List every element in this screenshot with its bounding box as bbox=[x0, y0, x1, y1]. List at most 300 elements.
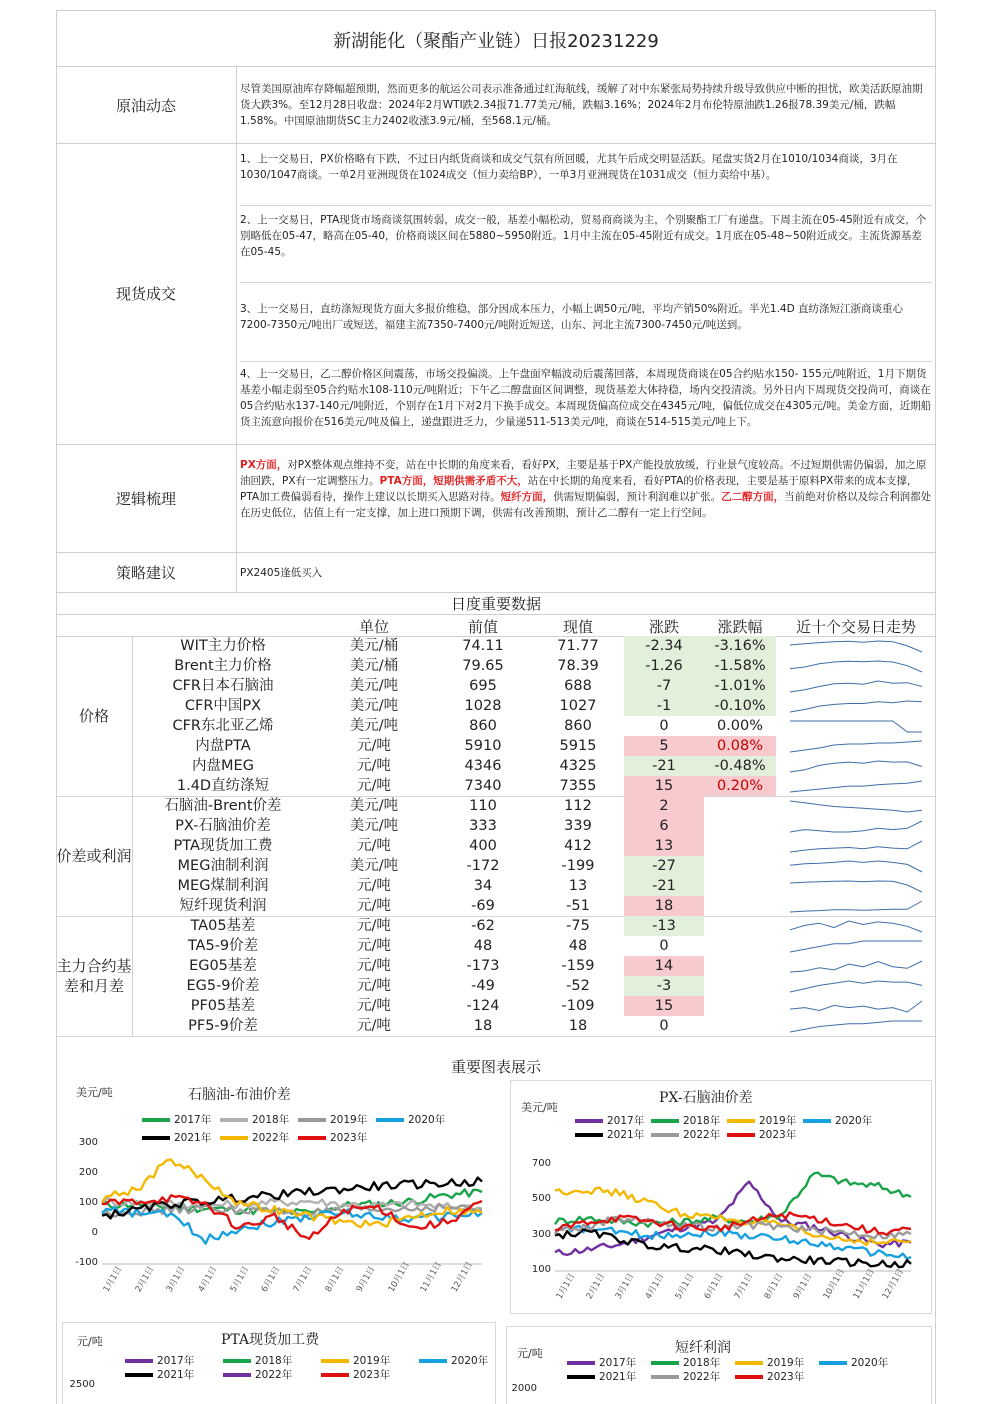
y-tick-label: 200 bbox=[78, 1167, 98, 1178]
x-tick-label: 4月1日 bbox=[196, 1264, 220, 1294]
cell-pct bbox=[704, 876, 776, 896]
cell-chg: -27 bbox=[624, 856, 704, 876]
cell-chg: 0 bbox=[659, 718, 669, 734]
cell-pct: -3.16% bbox=[704, 636, 776, 656]
sparkline-path bbox=[790, 1021, 922, 1032]
cell-chg: -1 bbox=[624, 696, 704, 716]
cell-cur: 412 bbox=[564, 838, 592, 854]
sparkline-path bbox=[790, 981, 922, 992]
sparkline-path bbox=[790, 921, 922, 932]
cell-name: PX-石脑油价差 bbox=[175, 818, 271, 834]
sparkline bbox=[786, 957, 926, 975]
sparkline bbox=[786, 637, 926, 655]
cell-chg: 15 bbox=[624, 776, 704, 796]
cell-pct bbox=[704, 856, 776, 876]
cell-chg: 5 bbox=[624, 736, 704, 756]
cell-pct bbox=[704, 896, 776, 916]
legend-swatch bbox=[321, 1359, 349, 1363]
cell-prev: 860 bbox=[469, 718, 497, 734]
daily-data-table bbox=[56, 594, 936, 1038]
sparkline bbox=[786, 997, 926, 1015]
cell-cur: 48 bbox=[568, 938, 588, 954]
sparkline-path bbox=[790, 1001, 922, 1012]
legend-label: 2023年 bbox=[767, 1371, 805, 1383]
cell-chg: -21 bbox=[624, 756, 704, 776]
cell-prev: -49 bbox=[471, 978, 495, 994]
legend-item bbox=[298, 1130, 367, 1145]
cell-chg: 0 bbox=[659, 938, 669, 954]
y-tick-label: 100 bbox=[78, 1197, 98, 1208]
cell-name: CFR东北亚乙烯 bbox=[172, 718, 274, 734]
cell-pct bbox=[704, 916, 776, 936]
cell-name: 内盘PTA bbox=[195, 738, 251, 754]
cell-chg: -21 bbox=[624, 876, 704, 896]
sparkline bbox=[786, 677, 926, 695]
legend-item bbox=[142, 1130, 211, 1145]
cell-cur: 18 bbox=[568, 1018, 588, 1034]
x-tick-label: 11月1日 bbox=[418, 1260, 444, 1294]
legend-item bbox=[298, 1112, 367, 1127]
x-tick-label: 9月1日 bbox=[792, 1271, 815, 1301]
group-label-price: 价格 bbox=[56, 636, 133, 797]
cell-chg: 0 bbox=[659, 1018, 669, 1034]
sparkline bbox=[786, 757, 926, 775]
chart-naphtha-brent bbox=[64, 1076, 496, 1316]
cell-name: TA05基差 bbox=[190, 918, 256, 934]
cell-unit: 元/吨 bbox=[357, 898, 391, 914]
legend-item bbox=[575, 1113, 644, 1128]
cell-prev: 7340 bbox=[464, 778, 502, 794]
cell-chg: 15 bbox=[624, 996, 704, 1016]
cell-unit: 美元/吨 bbox=[349, 718, 399, 734]
legend-swatch bbox=[321, 1373, 349, 1377]
cell-prev: 5910 bbox=[464, 738, 502, 754]
sparkline bbox=[786, 937, 926, 955]
cell-cur: 4325 bbox=[559, 758, 597, 774]
legend-swatch bbox=[735, 1375, 763, 1379]
cell-unit: 元/吨 bbox=[357, 998, 391, 1014]
legend-label: 2020年 bbox=[451, 1355, 489, 1367]
legend-item bbox=[376, 1112, 445, 1127]
cell-name: CFR日本石脑油 bbox=[172, 678, 274, 694]
section-crude bbox=[56, 67, 936, 144]
y-tick-label: 300 bbox=[78, 1137, 98, 1148]
sparkline-path bbox=[790, 841, 922, 852]
sparkline-path bbox=[790, 961, 922, 972]
legend-item bbox=[727, 1113, 796, 1128]
sparkline bbox=[786, 837, 926, 855]
report-title: 新湖能化（聚酯产业链）日报20231229 bbox=[56, 14, 936, 67]
x-tick-label: 2月1日 bbox=[584, 1271, 607, 1301]
x-tick-label: 9月1日 bbox=[355, 1264, 378, 1294]
y-tick-label: 2500 bbox=[69, 1379, 95, 1390]
legend-item bbox=[223, 1353, 292, 1368]
cell-unit: 元/吨 bbox=[357, 918, 391, 934]
cell-pct bbox=[704, 976, 776, 996]
cell-prev: -62 bbox=[471, 918, 495, 934]
legend-swatch bbox=[567, 1361, 595, 1365]
cell-unit: 美元/吨 bbox=[349, 818, 399, 834]
logic-eg-text: 当前绝对价格以及综合利润都处在历史低位，估值上有一定支撑，加上进口预期下调，供需有改善预期，预计乙二醇有一定上行空间。 bbox=[240, 491, 932, 519]
logic-pta-tag: PTA方面，短期供需矛盾不大， bbox=[379, 475, 528, 487]
cell-prev: -173 bbox=[466, 958, 500, 974]
x-tick-label: 5月1日 bbox=[228, 1264, 251, 1294]
x-tick-label: 1月1日 bbox=[101, 1264, 125, 1294]
cell-chg: 2 bbox=[624, 796, 704, 816]
legend-item bbox=[220, 1130, 289, 1145]
col-header-trend: 近十个交易日走势 bbox=[795, 618, 916, 636]
cell-prev: -69 bbox=[471, 898, 495, 914]
legend-swatch bbox=[298, 1136, 326, 1140]
cell-name: 短纤现货利润 bbox=[179, 898, 267, 914]
legend-item bbox=[651, 1127, 720, 1142]
cell-prev: 34 bbox=[473, 878, 493, 894]
cell-pct bbox=[704, 836, 776, 856]
legend-swatch bbox=[125, 1359, 153, 1363]
legend-item bbox=[321, 1353, 390, 1368]
cell-chg: -1.26 bbox=[624, 656, 704, 676]
cell-pct bbox=[704, 956, 776, 976]
x-tick-label: 11月1日 bbox=[851, 1267, 877, 1301]
section-logic bbox=[56, 444, 936, 553]
cell-prev: 1028 bbox=[464, 698, 502, 714]
legend-swatch bbox=[142, 1118, 170, 1122]
cell-unit: 美元/桶 bbox=[349, 658, 399, 674]
cell-cur: -51 bbox=[566, 898, 590, 914]
cell-chg: -3 bbox=[624, 976, 704, 996]
legend-swatch bbox=[727, 1133, 755, 1137]
legend-item bbox=[223, 1367, 292, 1382]
cell-cur: -75 bbox=[566, 918, 590, 934]
spot-para-4: 4、上一交易日，乙二醇价格区间震荡，市场交投偏淡。上午盘面窄幅波动后震荡回落，本周现货商谈在05合约贴水150- 155元/吨附近，1月下期货基差小幅走弱至05合约贴水108-110元/吨附近；下午乙二醇盘面区间调整，现货基差大体持稳，场内交投清淡。另外日内下周现货交投尚可，商谈在05合约贴水137-140元/吨附近，个别存在1月下对2月下换手成交。本周现货偏高位成交在4345元/吨，偏低位成交在4305元/吨。美金方面，近期船货主流意向报价在516美元/吨及偏上，递盘跟进乏力，少量递511-513美元/吨，商谈在514-515美元/吨上下。 bbox=[240, 368, 932, 428]
cell-chg: 13 bbox=[624, 836, 704, 856]
legend-label: 2017年 bbox=[599, 1357, 637, 1369]
chart-title: 石脑油-布油价差 bbox=[188, 1087, 291, 1103]
cell-pct bbox=[704, 816, 776, 836]
cell-chg: 14 bbox=[624, 956, 704, 976]
cell-unit: 元/吨 bbox=[357, 938, 391, 954]
legend-swatch bbox=[142, 1136, 170, 1140]
logic-text bbox=[240, 457, 932, 521]
cell-cur: -52 bbox=[566, 978, 590, 994]
cell-pct bbox=[704, 796, 776, 816]
legend-label: 2021年 bbox=[599, 1371, 637, 1383]
cell-chg: -2.34 bbox=[624, 636, 704, 656]
cell-pct bbox=[704, 936, 776, 956]
section-label-spot: 现货成交 bbox=[56, 143, 237, 444]
x-tick-label: 6月1日 bbox=[703, 1271, 726, 1301]
x-tick-label: 2月1日 bbox=[133, 1264, 156, 1294]
legend-label: 2023年 bbox=[759, 1129, 797, 1141]
col-header-current: 现值 bbox=[562, 618, 593, 636]
logic-px-text: 对PX整体观点维持不变，站在中长期的角度来看，看好PX，主要是基于PX产能投放放缓，行业景气度较高。不过短期供需仍偏弱，加之原油回跌，PX有一定调整压力。 bbox=[240, 459, 927, 487]
cell-name: CFR中国PX bbox=[184, 698, 262, 714]
sparkline bbox=[786, 697, 926, 715]
legend-item bbox=[735, 1369, 804, 1384]
legend-label: 2018年 bbox=[683, 1357, 721, 1369]
sparkline-path bbox=[790, 901, 922, 912]
legend-item bbox=[419, 1353, 488, 1368]
x-tick-label: 12月1日 bbox=[450, 1260, 476, 1294]
cell-cur: 688 bbox=[564, 678, 592, 694]
table-title: 日度重要数据 bbox=[450, 595, 541, 613]
sparkline-path bbox=[790, 861, 922, 872]
col-header-prev: 前值 bbox=[467, 618, 498, 636]
legend-swatch bbox=[735, 1361, 763, 1365]
cell-name: PTA现货加工费 bbox=[173, 838, 273, 854]
y-tick-label: 0 bbox=[91, 1227, 98, 1238]
section-label-crude: 原油动态 bbox=[56, 67, 237, 143]
chart-unit: 元/吨 bbox=[517, 1347, 543, 1360]
x-tick-label: 6月1日 bbox=[260, 1264, 283, 1294]
logic-pf-tag: 短纤方面， bbox=[500, 491, 554, 503]
cell-name: PF05基差 bbox=[190, 998, 256, 1014]
logic-pta-text: 站在中长期的角度来看，看好PTA的价格表现，主要是基于原料PX带来的成本支撑，PTA加工费偏弱看待，操作上建议以长期买入思路对待。 bbox=[240, 475, 918, 503]
legend-item bbox=[567, 1369, 636, 1384]
cell-unit: 美元/吨 bbox=[349, 698, 399, 714]
charts-section-title: 重要图表展示 bbox=[450, 1058, 541, 1076]
sparkline bbox=[786, 717, 926, 735]
legend-swatch bbox=[220, 1118, 248, 1122]
chart-title: PX-石脑油价差 bbox=[659, 1090, 753, 1106]
cell-pct bbox=[704, 996, 776, 1016]
legend-item bbox=[727, 1127, 796, 1142]
col-header-unit: 单位 bbox=[358, 618, 389, 636]
cell-cur: 78.39 bbox=[557, 658, 599, 674]
y-tick-label: 100 bbox=[531, 1264, 551, 1275]
sparkline bbox=[786, 797, 926, 815]
legend-swatch bbox=[376, 1118, 404, 1122]
legend-swatch bbox=[819, 1361, 847, 1365]
legend-label: 2023年 bbox=[353, 1369, 391, 1381]
legend-item bbox=[651, 1355, 720, 1370]
legend-label: 2020年 bbox=[408, 1114, 446, 1126]
x-tick-label: 3月1日 bbox=[614, 1271, 637, 1301]
sparkline bbox=[786, 917, 926, 935]
legend-label: 2017年 bbox=[157, 1355, 195, 1367]
cell-cur: 7355 bbox=[559, 778, 597, 794]
sparkline bbox=[786, 777, 926, 795]
chart-plot-area bbox=[555, 1165, 911, 1271]
x-tick-label: 5月1日 bbox=[673, 1271, 696, 1301]
sparkline-path bbox=[790, 661, 922, 672]
x-tick-label: 12月1日 bbox=[881, 1267, 907, 1301]
x-tick-label: 8月1日 bbox=[323, 1264, 346, 1294]
legend-swatch bbox=[651, 1375, 679, 1379]
legend-swatch bbox=[419, 1359, 447, 1363]
legend-label: 2022年 bbox=[252, 1132, 290, 1144]
legend-swatch bbox=[651, 1119, 679, 1123]
legend-label: 2019年 bbox=[767, 1357, 805, 1369]
legend-label: 2020年 bbox=[851, 1357, 889, 1369]
cell-name: MEG油制利润 bbox=[177, 858, 269, 874]
series-line-2023年 bbox=[555, 1212, 911, 1234]
sparkline-path bbox=[790, 681, 922, 692]
legend-item bbox=[321, 1367, 390, 1382]
x-tick-label: 10月1日 bbox=[386, 1260, 413, 1294]
legend-label: 2022年 bbox=[255, 1369, 293, 1381]
cell-unit: 美元/桶 bbox=[349, 638, 399, 654]
sparkline bbox=[786, 857, 926, 875]
cell-name: MEG煤制利润 bbox=[177, 878, 269, 894]
legend-swatch bbox=[651, 1133, 679, 1137]
cell-prev: 74.11 bbox=[462, 638, 504, 654]
cell-pct: -1.01% bbox=[704, 676, 776, 696]
cell-unit: 美元/吨 bbox=[349, 798, 399, 814]
sparkline bbox=[786, 737, 926, 755]
legend-label: 2023年 bbox=[330, 1132, 368, 1144]
group-label-spread: 价差或利润 bbox=[56, 796, 133, 917]
x-tick-label: 7月1日 bbox=[291, 1264, 315, 1294]
cell-prev: 400 bbox=[469, 838, 497, 854]
cell-cur: -109 bbox=[561, 998, 595, 1014]
legend-label: 2020年 bbox=[835, 1115, 873, 1127]
legend-label: 2018年 bbox=[683, 1115, 721, 1127]
x-tick-label: 8月1日 bbox=[762, 1271, 785, 1301]
chart-psf-profit bbox=[506, 1326, 932, 1404]
cell-cur: 112 bbox=[564, 798, 592, 814]
sparkline bbox=[786, 897, 926, 915]
strategy-text: PX2405逢低买入 bbox=[240, 567, 323, 579]
sparkline bbox=[786, 1017, 926, 1035]
x-tick-label: 3月1日 bbox=[165, 1264, 188, 1294]
sparkline-path bbox=[790, 741, 922, 752]
y-tick-label: 2000 bbox=[511, 1383, 537, 1394]
cell-cur: -199 bbox=[561, 858, 595, 874]
cell-cur: 339 bbox=[564, 818, 592, 834]
legend-label: 2019年 bbox=[353, 1355, 391, 1367]
cell-chg: 6 bbox=[624, 816, 704, 836]
cell-unit: 元/吨 bbox=[357, 978, 391, 994]
sparkline-path bbox=[790, 641, 922, 652]
legend-item bbox=[575, 1127, 644, 1142]
legend-swatch bbox=[223, 1359, 251, 1363]
cell-cur: 13 bbox=[568, 878, 588, 894]
legend-item bbox=[220, 1112, 289, 1127]
cell-chg: 18 bbox=[624, 896, 704, 916]
cell-name: EG05基差 bbox=[189, 958, 257, 974]
cell-pct: -0.48% bbox=[704, 756, 776, 776]
sparkline-path bbox=[790, 821, 922, 832]
sparkline-path bbox=[790, 701, 922, 712]
y-tick-label: 700 bbox=[531, 1158, 551, 1169]
cell-name: 内盘MEG bbox=[192, 758, 254, 774]
legend-swatch bbox=[223, 1373, 251, 1377]
sparkline-path bbox=[790, 801, 922, 812]
sparkline bbox=[786, 877, 926, 895]
cell-pct: 0.08% bbox=[704, 736, 776, 756]
cell-name: EG5-9价差 bbox=[186, 978, 260, 994]
y-tick-label: 500 bbox=[531, 1193, 551, 1205]
cell-unit: 元/吨 bbox=[357, 1018, 391, 1034]
chart-plot-area bbox=[102, 1144, 482, 1264]
x-tick-label: 1月1日 bbox=[554, 1271, 578, 1301]
sparkline-path bbox=[790, 781, 922, 792]
cell-prev: 48 bbox=[473, 938, 493, 954]
y-tick-label: 300 bbox=[531, 1228, 551, 1240]
x-tick-label: 7月1日 bbox=[732, 1271, 756, 1301]
section-strategy bbox=[56, 552, 936, 593]
sparkline-path bbox=[790, 941, 922, 952]
legend-label: 2021年 bbox=[157, 1369, 195, 1381]
x-tick-label: 4月1日 bbox=[643, 1271, 667, 1301]
legend-swatch bbox=[651, 1361, 679, 1365]
chart-unit: 美元/吨 bbox=[76, 1086, 113, 1099]
chart-unit: 元/吨 bbox=[77, 1335, 103, 1348]
legend-swatch bbox=[125, 1373, 153, 1377]
legend-label: 2021年 bbox=[174, 1132, 212, 1144]
cell-prev: -172 bbox=[466, 858, 500, 874]
legend-label: 2021年 bbox=[607, 1129, 645, 1141]
cell-unit: 元/吨 bbox=[357, 878, 391, 894]
cell-cur: 1027 bbox=[559, 698, 597, 714]
cell-name: PF5-9价差 bbox=[188, 1018, 258, 1034]
legend-label: 2022年 bbox=[683, 1371, 721, 1383]
legend-item bbox=[819, 1355, 888, 1370]
legend-item bbox=[803, 1113, 872, 1128]
x-tick-label: 10月1日 bbox=[821, 1267, 848, 1301]
col-header-change: 涨跌 bbox=[648, 618, 679, 636]
legend-label: 2018年 bbox=[252, 1114, 290, 1126]
cell-unit: 元/吨 bbox=[357, 958, 391, 974]
legend-item bbox=[142, 1112, 211, 1127]
cell-prev: 695 bbox=[469, 678, 497, 694]
sparkline-path bbox=[790, 761, 922, 772]
cell-name: TA5-9价差 bbox=[187, 938, 259, 954]
legend-swatch bbox=[575, 1133, 603, 1137]
chart-px-naphtha bbox=[510, 1080, 932, 1314]
cell-cur: -159 bbox=[561, 958, 595, 974]
cell-pct: 0.20% bbox=[704, 776, 776, 796]
legend-swatch bbox=[803, 1119, 831, 1123]
legend-item bbox=[651, 1113, 720, 1128]
legend-item bbox=[567, 1355, 636, 1370]
legend-label: 2017年 bbox=[607, 1115, 645, 1127]
legend-swatch bbox=[575, 1119, 603, 1123]
group-label-basis: 主力合约基差和月差 bbox=[56, 916, 133, 1037]
col-header-change-pct: 涨跌幅 bbox=[717, 618, 763, 636]
chart-pta-margin bbox=[62, 1322, 496, 1404]
legend-swatch bbox=[298, 1118, 326, 1122]
legend-item bbox=[125, 1353, 194, 1368]
chart-unit: 美元/吨 bbox=[521, 1101, 558, 1114]
cell-prev: 18 bbox=[473, 1018, 493, 1034]
cell-chg: -7 bbox=[624, 676, 704, 696]
cell-pct: -0.10% bbox=[704, 696, 776, 716]
legend-swatch bbox=[727, 1119, 755, 1123]
cell-prev: 333 bbox=[469, 818, 497, 834]
cell-name: Brent主力价格 bbox=[174, 658, 272, 674]
legend-label: 2017年 bbox=[174, 1114, 212, 1126]
section-label-strategy: 策略建议 bbox=[56, 552, 237, 592]
cell-cur: 5915 bbox=[559, 738, 597, 754]
cell-unit: 美元/吨 bbox=[349, 858, 399, 874]
logic-px-tag: PX方面， bbox=[240, 459, 288, 471]
spot-para-1: 1、上一交易日，PX价格略有下跌，不过日内纸货商谈和成交气氛有所回暖，尤其午后成交明显活跃。尾盘实货2月在1010/1034商谈，3月在1030/1047商谈。一单2月亚洲现货在1024成交（恒力卖给BP），一单3月亚洲现货在1031成交（恒力卖给中基）。 bbox=[240, 147, 932, 206]
cell-chg: -13 bbox=[624, 916, 704, 936]
cell-prev: 110 bbox=[469, 798, 497, 814]
chart-title: 短纤利润 bbox=[675, 1340, 731, 1356]
legend-item bbox=[125, 1367, 194, 1382]
logic-eg-tag: 乙二醇方面， bbox=[721, 491, 785, 503]
legend-label: 2022年 bbox=[683, 1129, 721, 1141]
sparkline-path bbox=[790, 881, 922, 892]
legend-label: 2019年 bbox=[759, 1115, 797, 1127]
legend-swatch bbox=[220, 1136, 248, 1140]
section-spot bbox=[56, 143, 936, 445]
spot-para-3: 3、上一交易日，直纺涤短现货方面大多报价维稳，部分因成本压力，小幅上调50元/吨，平均产销50%附近。半光1.4D 直纺涤短江浙商谈重心7200-7350元/吨出厂或短送，福建主流7350-7400元/吨附近短送，山东、河北主流7300-7450元/吨送到。 bbox=[240, 283, 932, 362]
chart-title: PTA现货加工费 bbox=[221, 1332, 320, 1348]
